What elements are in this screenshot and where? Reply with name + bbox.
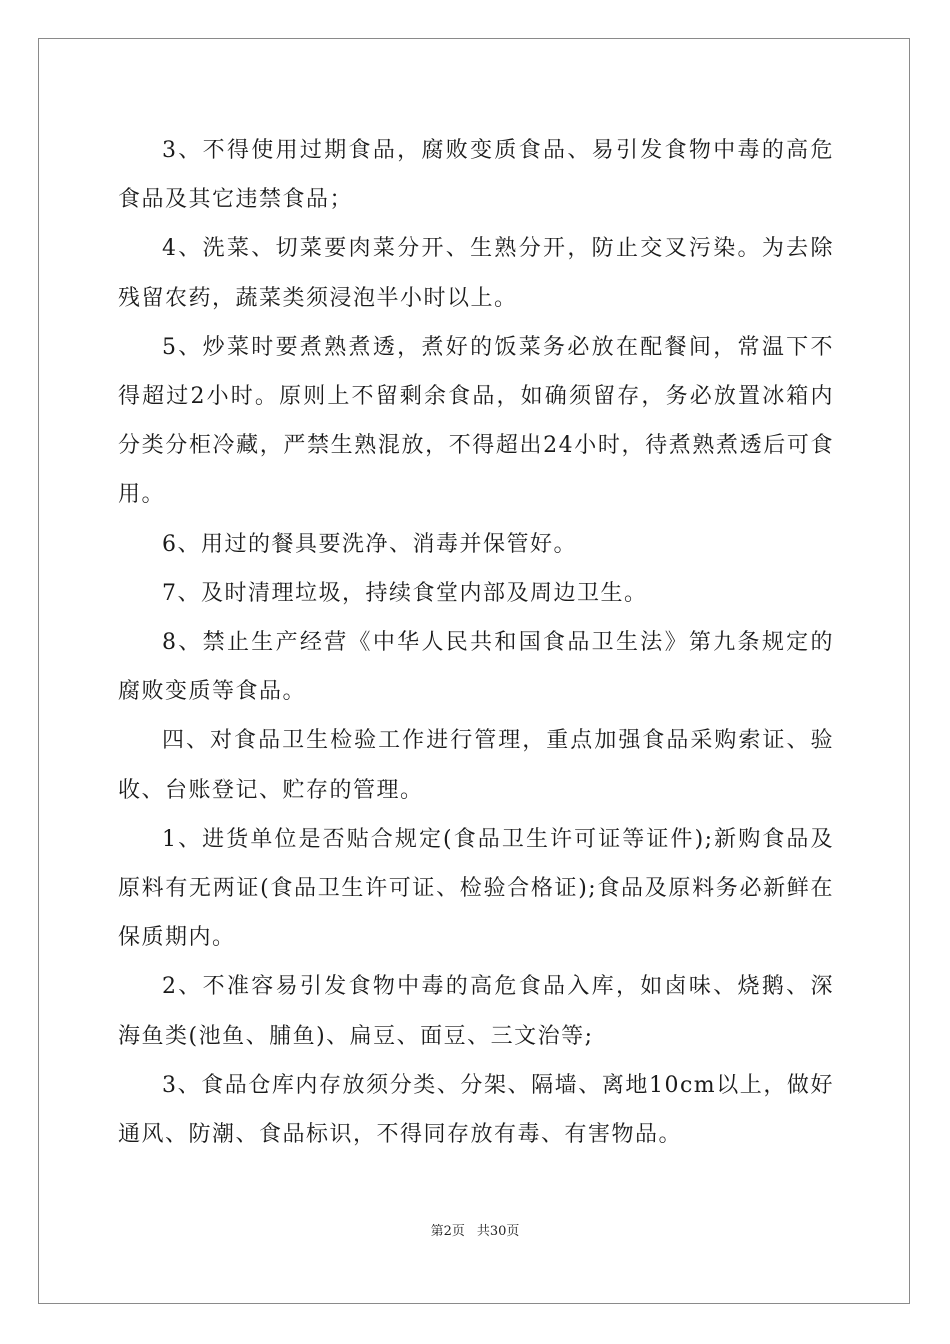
document-body xyxy=(118,126,834,1159)
paragraph-item-5-cooking: 5、炒菜时要煮熟煮透，煮好的饭菜务必放在配餐间，常温下不得超过2小时。原则上不留剩余食品，如确须留存，务必放置冰箱内分类分柜冷藏，严禁生熟混放，不得超出24小时，待煮熟煮透后可食用。 xyxy=(118,334,834,508)
paragraph-item-4-washing: 4、洗菜、切菜要肉菜分开、生熟分开，防止交叉污染。为去除残留农药，蔬菜类须浸泡半小时以上。 xyxy=(118,236,834,311)
page-footer xyxy=(0,1220,950,1239)
page-number: 第2页 xyxy=(430,1224,465,1239)
page-total: 共30页 xyxy=(476,1224,520,1239)
paragraph-item-1-supplier: 1、进货单位是否贴合规定(食品卫生许可证等证件);新购食品及原料有无两证(食品卫生许可证、检验合格证);食品及原料务必新鲜在保质期内。 xyxy=(118,826,834,951)
paragraph-item-2-high-risk: 2、不准容易引发食物中毒的高危食品入库，如卤味、烧鹅、深海鱼类(池鱼、脯鱼)、扁豆、面豆、三文治等; xyxy=(118,974,834,1049)
paragraph-item-6-tableware: 6、用过的餐具要洗净、消毒并保管好。 xyxy=(162,531,577,557)
paragraph-item-7-garbage: 7、及时清理垃圾，持续食堂内部及周边卫生。 xyxy=(162,580,648,606)
paragraph-item-3-storage: 3、食品仓库内存放须分类、分架、隔墙、离地10cm以上，做好通风、防潮、食品标识，不得同存放有毒、有害物品。 xyxy=(118,1072,834,1148)
section-heading-four: 四、对食品卫生检验工作进行管理，重点加强食品采购索证、验收、台账登记、贮存的管理。 xyxy=(118,728,834,803)
paragraph-item-3-expired-food: 3、不得使用过期食品，腐败变质食品、易引发食物中毒的高危食品及其它违禁食品； xyxy=(118,138,834,213)
paragraph-item-8-prohibited: 8、禁止生产经营《中华人民共和国食品卫生法》第九条规定的腐败变质等食品。 xyxy=(118,630,834,705)
